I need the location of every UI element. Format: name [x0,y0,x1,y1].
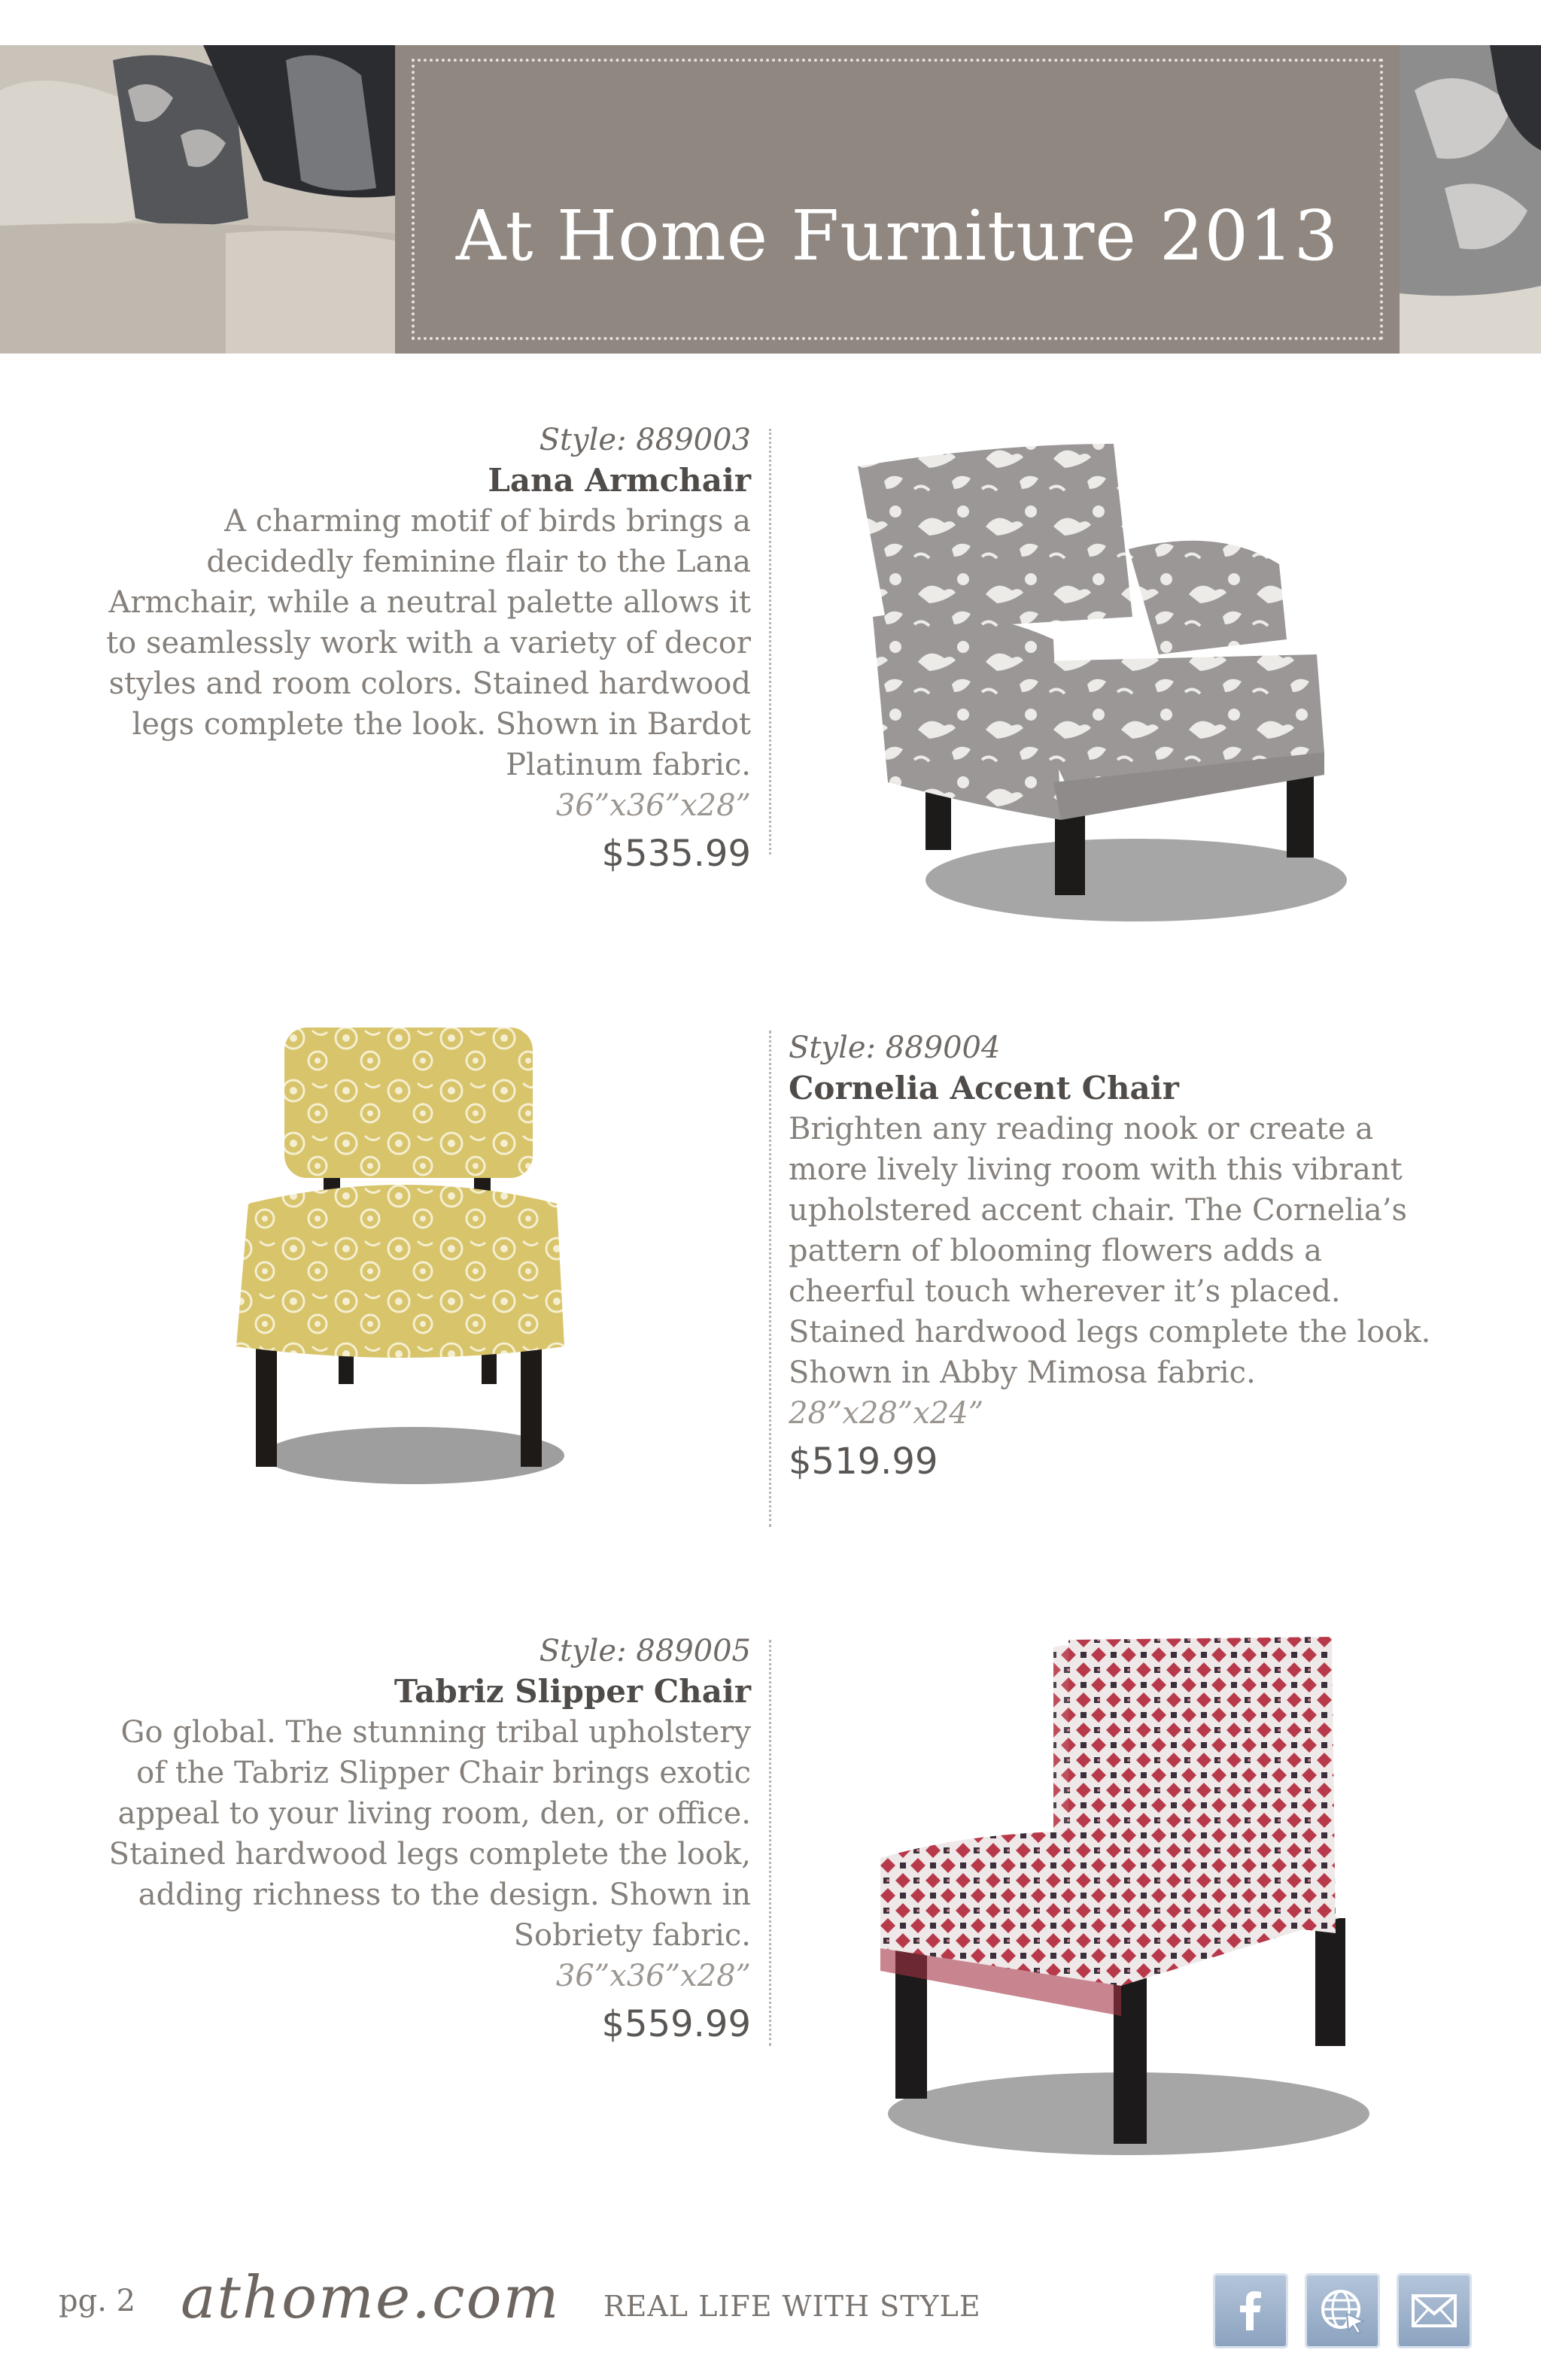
product-description: Brighten any reading nook or create a more lively living room with this vibrant upholstered accent chair. The Cornelia’s pattern of blooming flowers adds a cheerful touch wherever it’s placed. Stained hardwood legs complete the look. Shown in Abby Mimosa fabric. [789,1112,1431,1390]
product-name: Lana Armchair [488,462,751,499]
cornelia-accent-chair-photo [226,1023,579,1489]
page-title: At Home Furniture 2013 [455,196,1339,276]
product-dimensions: 36”x36”x28” [555,788,751,823]
product-style: Style: 889005 [539,1634,751,1668]
email-button[interactable] [1397,2273,1472,2348]
site-logo[interactable]: athome.com [181,2264,561,2332]
product-style: Style: 889004 [789,1031,1001,1065]
product-dimensions: 28”x28”x24” [789,1396,984,1431]
product-dimensions: 36”x36”x28” [555,1959,751,1993]
product-cornelia-text [789,1028,1451,1482]
product-lana-text [89,420,751,874]
header-banner [0,45,1541,354]
sofa-photo-left [0,45,395,354]
dotted-divider [769,1031,771,1527]
facebook-icon [1223,2284,1278,2338]
product-name: Cornelia Accent Chair [789,1070,1179,1107]
globe-cursor-icon [1315,2284,1369,2338]
product-tabriz-text [89,1631,751,2045]
product-description: Go global. The stunning tribal upholstery of the Tabriz Slipper Chair brings exotic appeal to your living room, den, or office. Stained hardwood legs complete the look, adding richness to the design. Shown in Sobriety fabric. [108,1715,751,1953]
product-price: $519.99 [789,1440,938,1483]
product-price: $535.99 [601,833,751,875]
dotted-divider [769,1640,771,2046]
product-style: Style: 889003 [539,423,751,457]
page-number: pg. 2 [59,2284,136,2318]
website-button[interactable] [1305,2273,1380,2348]
facebook-button[interactable] [1213,2273,1288,2348]
product-description: A charming motif of birds brings a decidedly feminine flair to the Lana Armchair, while a neutral palette allows it to seamlessly work with a variety of decor styles and room colors. Stained hardwood legs complete the look. Shown in Bardot Platinum fabric. [106,504,751,782]
dotted-divider [769,429,771,855]
tabriz-slipper-chair-photo [865,1632,1392,2174]
lana-armchair-photo [843,429,1354,955]
product-price: $559.99 [601,2003,751,2045]
sofa-photo-right [1400,45,1541,354]
product-name: Tabriz Slipper Chair [394,1673,751,1710]
envelope-icon [1407,2284,1461,2338]
title-panel [395,45,1400,354]
tagline: REAL LIFE WITH STYLE [603,2290,981,2323]
